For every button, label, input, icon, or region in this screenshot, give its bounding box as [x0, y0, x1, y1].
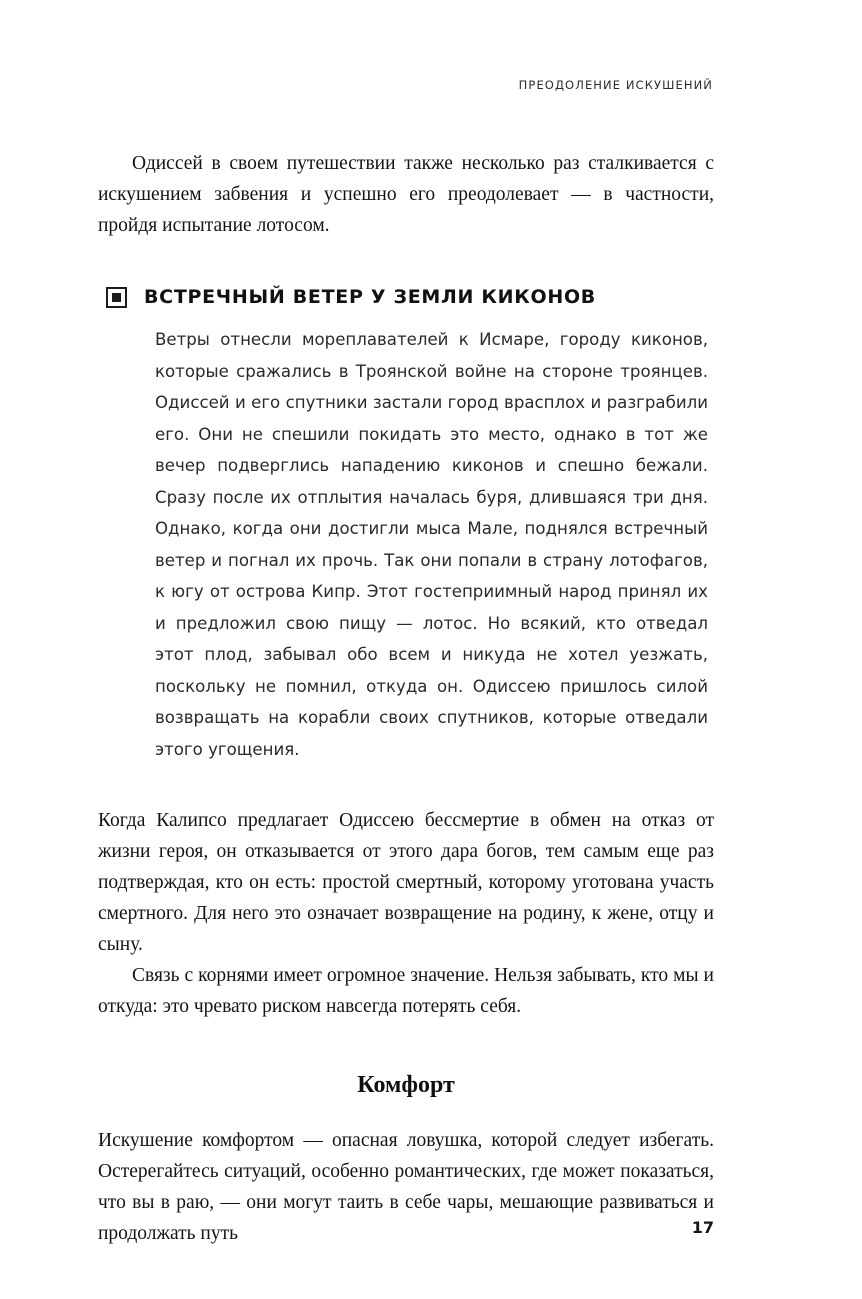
page-number: 17 [691, 1218, 714, 1237]
paragraph-calypso: Когда Калипсо предлагает Одиссею бессмертие в обмен на отказ от жизни героя, он отказывается от этого дара богов, тем самым еще раз подтверждая, кто он есть: простой смертный, которому уготована участь смертного. Для него это означает возвращение на родину, к жене, отцу и сыну. [98, 810, 714, 955]
section-heading: Комфорт [357, 1072, 455, 1098]
intro-paragraph: Одиссей в своем путешествии также несколько раз сталкивается с искушением забвения и успешно его преодолевает — в частности, пройдя испытание лотосом. [98, 153, 714, 236]
callout-text: Ветры отнесли мореплавателей к Исмаре, городу киконов, которые сражались в Троянской войне на стороне троянцев. Одиссей и его спутники застали город врасплох и разграбили его. Они не спешили покидать это место, однако в тот же вечер подверглись нападению киконов и спешно бежали. Сразу после их отплытия началась буря, длившаяся три дня. Однако, когда они достигли мыса Мале, поднялся встречный ветер и погнал их прочь. Так они попали в страну лотофагов, к югу от острова Кипр. Этот гостеприимный народ принял их и предложил свою пищу — лотос. Но всякий, кто отведал этот плод, забывал обо всем и никуда не хотел уезжать, поскольку не помнил, откуда он. Одиссею пришлось силой возвращать на корабли своих спутников, которые отведали этого угощения. [155, 330, 708, 759]
callout-title: ВСТРЕЧНЫЙ ВЕТЕР У ЗЕМЛИ КИКОНОВ [144, 286, 596, 309]
square-marker-icon [106, 287, 127, 308]
paragraph-roots: Связь с корнями имеет огромное значение. Нельзя забывать, кто мы и откуда: это чревато риском навсегда потерять себя. [98, 965, 714, 1017]
callout-header [98, 287, 714, 308]
callout-box [98, 287, 714, 765]
section-paragraph: Искушение комфортом — опасная ловушка, которой следует избегать. Остерегайтесь ситуаций, особенно романтических, где может показаться, что вы в раю, — они могут таить в себе чары, мешающие развиваться и продолжать путь [98, 1130, 714, 1244]
running-head: ПРЕОДОЛЕНИЕ ИСКУШЕНИЙ [518, 78, 713, 92]
